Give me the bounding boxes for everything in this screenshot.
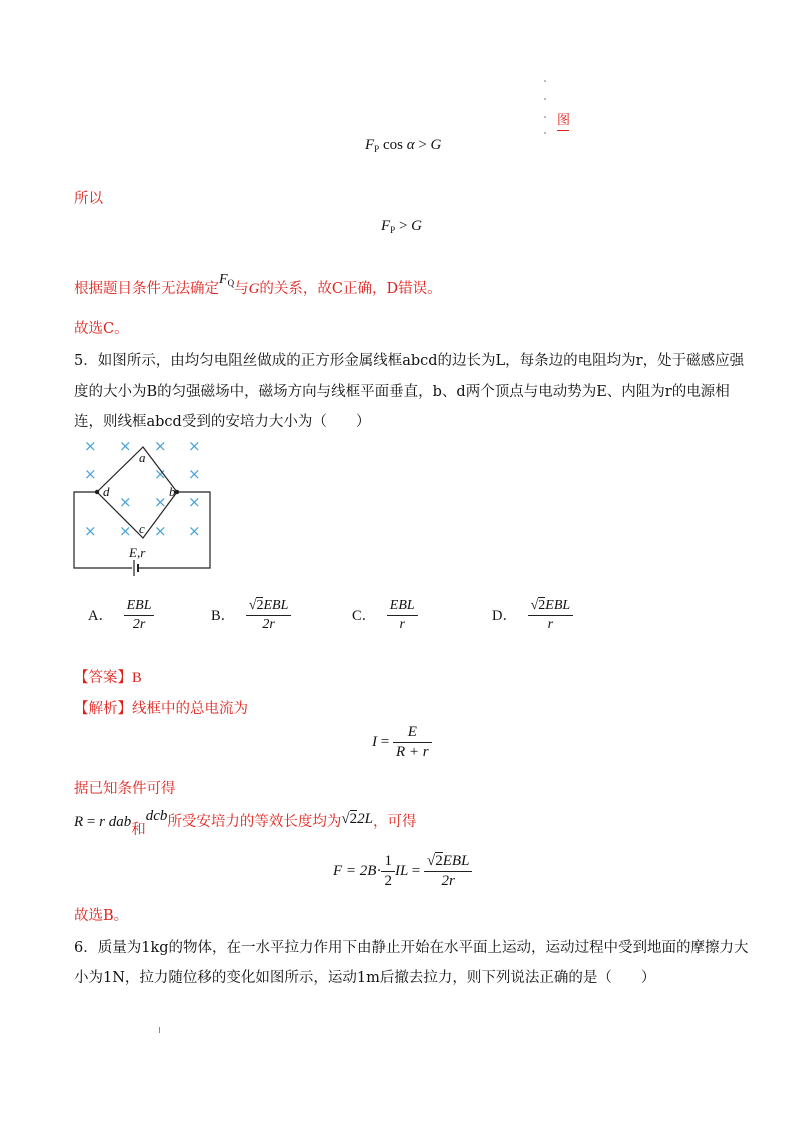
- option-b[interactable]: B． $\frac{\text{√2EBL}}{2r}$: [211, 598, 291, 633]
- conclusion-line: 根据题目条件无法确定$F_Q$与G的关系，故C正确，D错误。: [74, 272, 442, 297]
- field-cross: ×: [188, 493, 201, 511]
- field-cross: ×: [119, 522, 132, 540]
- field-cross: ×: [84, 465, 97, 483]
- label-d: d: [103, 484, 110, 499]
- so-label: 所以: [74, 191, 103, 207]
- option-c[interactable]: C． $\frac{\text{EBL}}{r}$: [352, 598, 418, 633]
- q6-line2: 小为1N，拉力随位移的变化如图所示，运动1m后撤去拉力，则下列说法正确的是（ ）: [74, 970, 656, 986]
- field-cross: ×: [154, 493, 167, 511]
- label-b: b: [169, 484, 176, 499]
- stray-line: [557, 130, 569, 135]
- q5-circuit-figure: [66, 432, 226, 582]
- field-cross: ×: [154, 522, 167, 540]
- eq-fp-cos: $F_P$ cos α > G: [365, 137, 442, 154]
- field-cross: ×: [188, 522, 201, 540]
- field-cross: ×: [84, 437, 97, 455]
- choose-c: 故选C。: [74, 321, 129, 337]
- q5-line3: 连，则线框abcd受到的安培力大小为（ ）: [74, 414, 371, 430]
- q6-line1: 6．质量为1kg的物体，在一水平拉力作用下由静止开始在水平面上运动，运动过程中受到地面的摩擦力大: [74, 940, 749, 956]
- stray-figure-label: 图: [557, 113, 571, 128]
- stray-tick: [159, 1027, 160, 1033]
- stray-dot: [544, 80, 546, 82]
- answer-line: 【答案】B: [74, 670, 142, 686]
- field-cross: ×: [119, 493, 132, 511]
- choose-b: 故选B。: [74, 908, 129, 924]
- label-source: E,r: [129, 545, 146, 560]
- q5-line2: 度的大小为B的匀强磁场中，磁场方向与线框平面垂直，b、d两个顶点与电动势为E、内阻为r的电源相: [74, 384, 730, 400]
- node-d: [95, 490, 99, 494]
- option-a[interactable]: A． $\frac{\text{EBL}}{2r}$: [88, 598, 154, 633]
- current-equation: I = $\frac{E}{R + r}$: [372, 724, 432, 761]
- stray-dot: [544, 116, 546, 118]
- eq-fp-g: $F_P > G$: [381, 218, 422, 235]
- stray-dot: [544, 98, 546, 100]
- stray-dot: [544, 132, 546, 134]
- resistance-line: R = r dab和dcb所受安培力的等效长度均为√22L，可得: [74, 808, 417, 838]
- force-equation: F = 2B· $\frac{1}{2}$ IL = $\frac{\text{√2EBL}}{2r}$: [333, 853, 472, 890]
- label-a: a: [139, 450, 146, 465]
- field-cross: ×: [188, 465, 201, 483]
- field-cross: ×: [84, 522, 97, 540]
- q5-line1: 5．如图所示，由均匀电阻丝做成的正方形金属线框abcd的边长为L，每条边的电阻均为r，处于磁感应强: [74, 353, 745, 369]
- field-cross: ×: [154, 437, 167, 455]
- field-cross: ×: [154, 465, 167, 483]
- label-c: c: [139, 521, 145, 536]
- field-cross: ×: [188, 437, 201, 455]
- analysis-line: 【解析】线框中的总电流为: [74, 701, 248, 717]
- field-cross: ×: [119, 437, 132, 455]
- option-d[interactable]: D． $\frac{\text{√2EBL}}{r}$: [492, 598, 573, 633]
- known-condition-label: 据已知条件可得: [74, 781, 176, 797]
